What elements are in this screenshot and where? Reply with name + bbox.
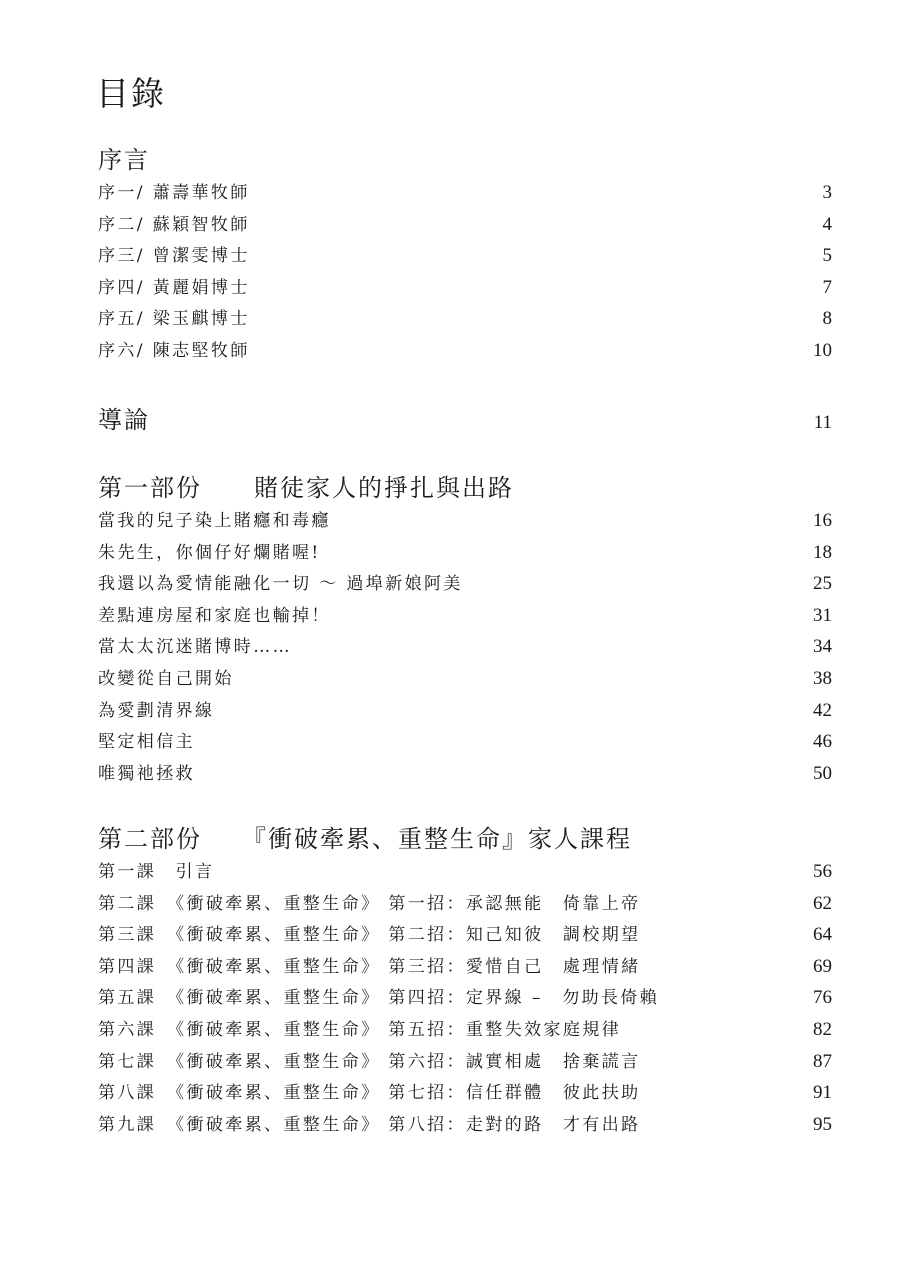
toc-entry-page: 76 [813, 987, 832, 1009]
toc-entry-label: 第四課 《衝破牽累、重整生命》 第三招：愛惜自己 處理情緒 [98, 956, 641, 977]
toc-entry [98, 335, 832, 367]
part2-list [98, 856, 832, 1140]
toc-entry-page: 38 [813, 667, 832, 689]
toc-entry-label: 第五課 《衝破牽累、重整生命》 第四招：定界線 – 勿助長倚賴 [98, 988, 660, 1009]
toc-entry-label: 序三/ 曾潔雯博士 [98, 246, 250, 267]
toc-entry-page: 95 [813, 1113, 832, 1135]
toc-entry [98, 303, 832, 335]
toc-entry [98, 888, 832, 920]
toc-entry-label: 序五/ 梁玉麒博士 [98, 309, 250, 330]
toc-entry-page: 4 [822, 213, 832, 235]
toc-entry-label: 當我的兒子染上賭癮和毒癮 [98, 511, 331, 531]
toc-entry [98, 240, 832, 272]
toc-entry-page: 25 [813, 573, 832, 595]
toc-entry-label: 堅定相信主 [98, 732, 195, 753]
toc-entry [98, 919, 832, 951]
toc-entry-page: 16 [813, 510, 832, 531]
section-title-part1: 第一部份 賭徒家人的掙扎與出路 [98, 474, 514, 502]
toc-entry-page: 87 [813, 1050, 832, 1072]
toc-entry-page: 18 [813, 541, 832, 563]
section-title-part2: 第二部份 『衝破牽累、重整生命』家人課程 [98, 825, 632, 853]
toc-entry-label: 序二/ 蘇穎智牧師 [98, 214, 250, 235]
toc-entry [98, 726, 832, 758]
toc-entry [98, 856, 832, 888]
toc-entry-label: 差點連房屋和家庭也輸掉！ [98, 605, 331, 626]
part1-section [98, 473, 832, 789]
toc-entry-label: 第一課 引言 [98, 862, 215, 882]
introduction-page: 11 [813, 412, 832, 433]
toc-entry [98, 1014, 832, 1046]
toc-entry [98, 505, 832, 537]
toc-entry-label: 第八課 《衝破牽累、重整生命》 第七招：信任群體 彼此扶助 [98, 1083, 641, 1104]
toc-entry [98, 177, 832, 209]
toc-entry-page: 5 [822, 245, 832, 267]
toc-entry-label: 第六課 《衝破牽累、重整生命》 第五招：重整失效家庭規律 [98, 1019, 622, 1040]
toc-entry-page: 46 [813, 731, 832, 753]
part2-section [98, 824, 832, 1140]
introduction-entry [98, 400, 832, 435]
toc-entry-page: 69 [813, 955, 832, 977]
toc-entry-page: 31 [813, 604, 832, 626]
toc-entry [98, 951, 832, 983]
toc-entry-label: 當太太沉迷賭博時…… [98, 637, 292, 658]
toc-entry-page: 42 [813, 699, 832, 721]
toc-entry [98, 663, 832, 695]
toc-entry [98, 982, 832, 1014]
toc-entry-label: 序一/ 蕭壽華牧師 [98, 183, 250, 203]
toc-entry-label: 序六/ 陳志堅牧師 [98, 340, 250, 361]
toc-entry [98, 695, 832, 727]
preface-section [98, 145, 832, 367]
section-title-preface: 序言 [98, 146, 150, 174]
toc-entry-page: 3 [822, 182, 832, 203]
toc-entry-page: 82 [813, 1018, 832, 1040]
toc-entry-label: 第三課 《衝破牽累、重整生命》 第二招：知己知彼 調校期望 [98, 925, 641, 946]
toc-entry-page: 62 [813, 892, 832, 914]
toc-entry-page: 7 [822, 276, 832, 298]
page-title: 目錄 [96, 74, 166, 113]
toc-entry-label: 第二課 《衝破牽累、重整生命》 第一招：承認無能 倚靠上帝 [98, 893, 641, 914]
toc-entry-page: 64 [813, 924, 832, 946]
toc-entry-page: 50 [813, 762, 832, 784]
toc-entry [98, 1109, 832, 1141]
toc-entry-page: 91 [813, 1082, 832, 1104]
toc-entry [98, 631, 832, 663]
toc-entry-label: 朱先生，你個仔好爛賭喔! [98, 542, 321, 563]
toc-entry-page: 34 [813, 636, 832, 658]
toc-entry-label: 我還以為愛情能融化一切 ～ 過埠新娘阿美 [98, 574, 463, 595]
preface-list [98, 177, 832, 367]
toc-entry [98, 1046, 832, 1078]
toc-entry-label: 序四/ 黃麗娟博士 [98, 277, 250, 298]
toc-entry-label: 為愛劃清界線 [98, 700, 215, 721]
toc-entry-label: 第九課 《衝破牽累、重整生命》 第八招：走對的路 才有出路 [98, 1114, 641, 1135]
toc-entry-page: 56 [813, 861, 832, 882]
introduction-label: 導論 [98, 406, 150, 434]
toc-entry-label: 唯獨祂拯救 [98, 763, 195, 784]
toc-entry-label: 改變從自己開始 [98, 668, 234, 689]
part1-list [98, 505, 832, 789]
toc-entry-label: 第七課 《衝破牽累、重整生命》 第六招：誠實相處 捨棄謊言 [98, 1051, 641, 1072]
toc-entry [98, 209, 832, 241]
toc-entry [98, 758, 832, 790]
toc-entry-page: 10 [813, 339, 832, 361]
toc-entry [98, 568, 832, 600]
toc-entry [98, 1077, 832, 1109]
toc-entry-page: 8 [822, 308, 832, 330]
toc-entry [98, 272, 832, 304]
toc-entry [98, 537, 832, 569]
toc-entry [98, 600, 832, 632]
